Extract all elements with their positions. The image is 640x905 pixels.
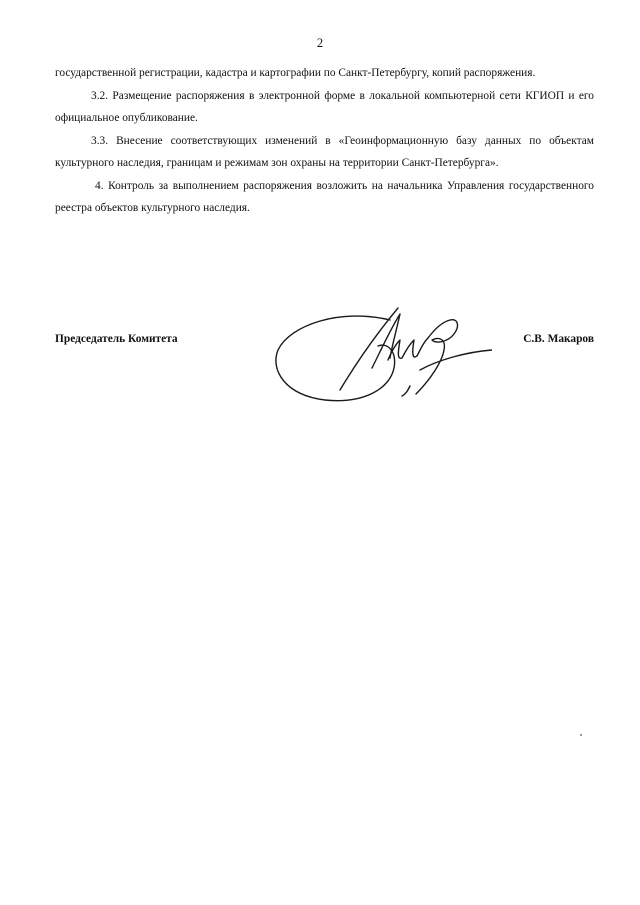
signer-position: Председатель Комитета: [55, 333, 178, 345]
paragraph-4: 4. Контроль за выполнением распоряжения возложить на начальника Управления государственного реестра объектов культурного наследия.: [55, 179, 594, 214]
paragraph-3-2: 3.2. Размещение распоряжения в электронной форме в локальной компьютерной сети КГИОП и его официальное опубликование.: [55, 89, 594, 124]
paragraph-3-3: 3.3. Внесение соответствующих изменений в «Геоинформационную базу данных по объектам культурного наследия, границам и режимам зон охраны на территории Санкт-Петербурга».: [55, 134, 594, 169]
signer-name: С.В. Макаров: [523, 333, 594, 345]
page-number: 2: [316, 36, 324, 50]
scan-speck: [580, 734, 582, 736]
handwritten-signature: [270, 300, 492, 410]
document-body: [55, 62, 594, 220]
paragraph-continuation: государственной регистрации, кадастра и картографии по Санкт-Петербургу, копий распоряжения.: [55, 67, 536, 79]
